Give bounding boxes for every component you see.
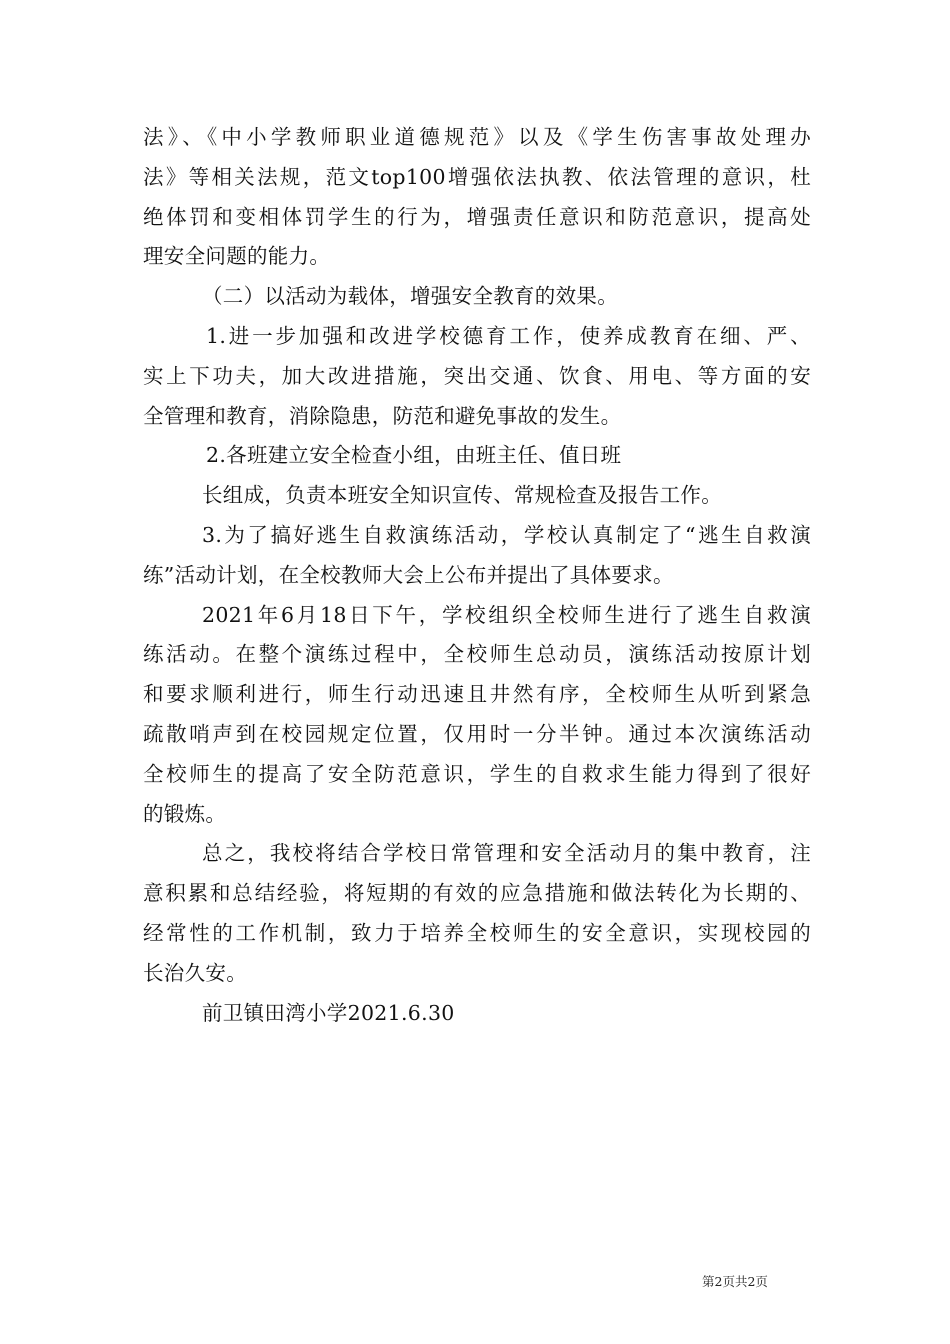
- text-line: 实上下功夫，加大改进措施，突出交通、饮食、用电、等方面的安: [143, 363, 811, 388]
- text-line: 1.进一步加强和改进学校德育工作，使养成教育在细、严、: [206, 323, 811, 348]
- page-number: 第2页共2页: [702, 1274, 768, 1289]
- text-line: 理安全问题的能力。: [143, 244, 331, 269]
- text-line: 绝体罚和变相体罚学生的行为，增强责任意识和防范意识，提高处: [143, 204, 811, 229]
- text-line: 2021年6月18日下午，学校组织全校师生进行了逃生自救演: [202, 602, 811, 627]
- text-line: 长治久安。: [143, 960, 247, 985]
- text-line: 全校师生的提高了安全防范意识，学生的自救求生能力得到了很好: [143, 761, 811, 786]
- text-line: 的锻炼。: [143, 801, 227, 826]
- text-line: 和要求顺利进行，师生行动迅速且井然有序，全校师生从听到紧急: [143, 682, 811, 707]
- text-line: 练”活动计划，在全校教师大会上公布并提出了具体要求。: [143, 562, 674, 587]
- text-line: 法》、《中小学教师职业道德规范》以及《学生伤害事故处理办: [143, 125, 811, 149]
- text-line: 全管理和教育，消除隐患，防范和避免事故的发生。: [143, 403, 622, 428]
- section-heading: （二）以活动为载体，增强安全教育的效果。: [202, 284, 618, 309]
- text-line: 长组成，负责本班安全知识宣传、常规检查及报告工作。: [202, 483, 722, 508]
- signature-line: 前卫镇田湾小学2021.6.30: [202, 1000, 455, 1025]
- text-line: 3.为了搞好逃生自救演练活动，学校认真制定了“逃生自救演: [202, 522, 811, 547]
- text-line: 经常性的工作机制，致力于培养全校师生的安全意识，实现校园的: [143, 920, 811, 945]
- text-line: 疏散哨声到在校园规定位置，仅用时一分半钟。通过本次演练活动: [143, 721, 811, 746]
- text-line: 2.各班建立安全检查小组，由班主任、值日班: [206, 443, 622, 468]
- text-line: 法》等相关法规，范文top100增强依法执教、依法管理的意识，杜: [143, 164, 811, 189]
- text-line: 练活动。在整个演练过程中，全校师生总动员，演练活动按原计划: [143, 642, 811, 667]
- text-line: 总之，我校将结合学校日常管理和安全活动月的集中教育，注: [202, 841, 811, 866]
- text-line: 意积累和总结经验，将短期的有效的应急措施和做法转化为长期的、: [143, 881, 811, 906]
- document-body: [143, 118, 811, 1033]
